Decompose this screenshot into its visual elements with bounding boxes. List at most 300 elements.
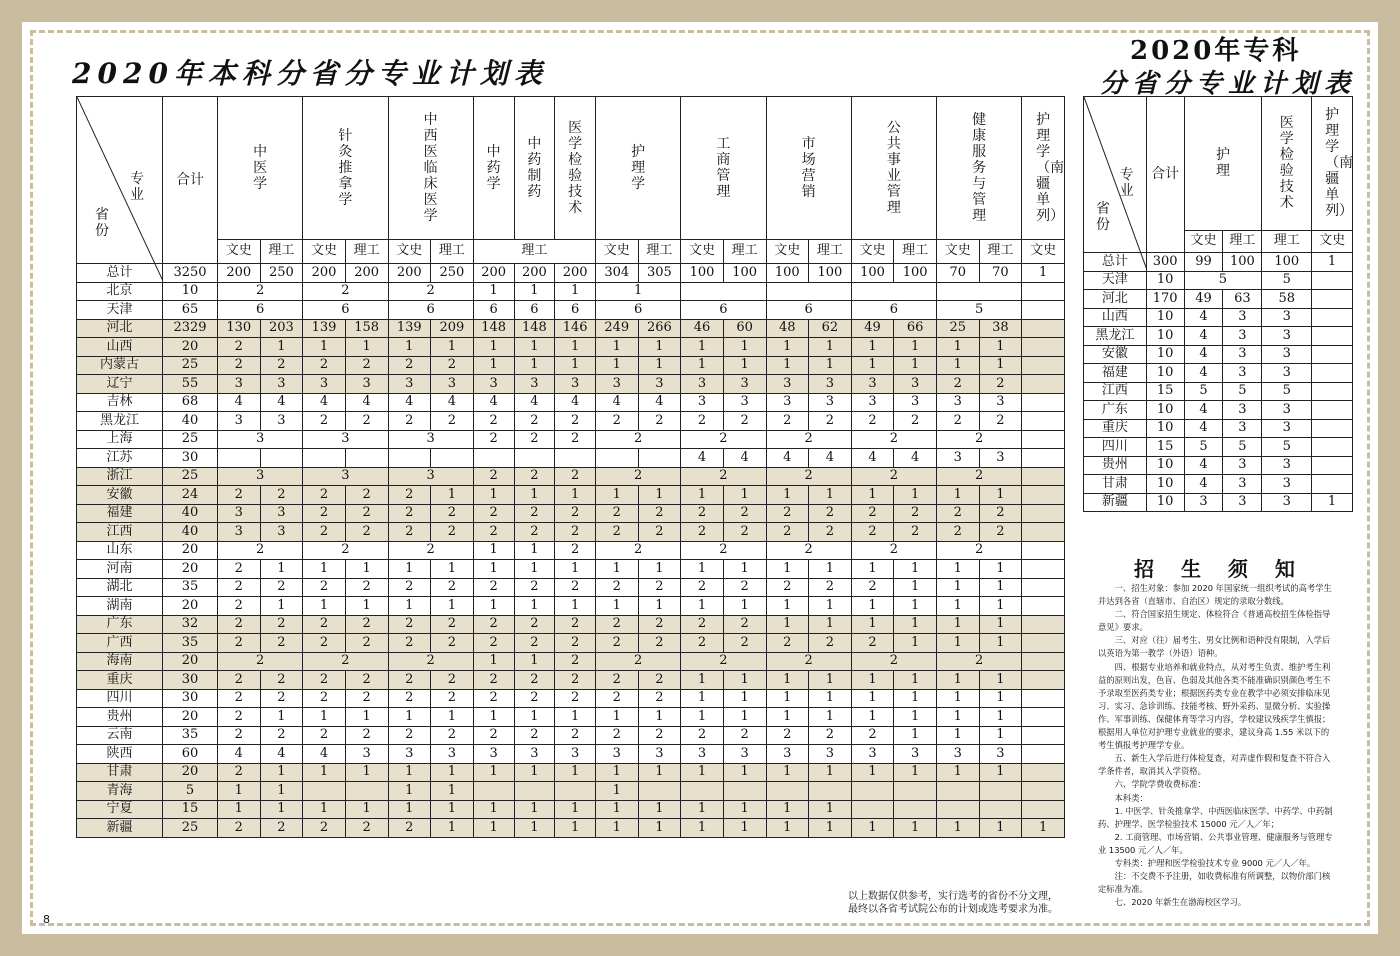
province-cell: 甘肃 [1084, 475, 1147, 494]
total-cell: 10 [1146, 271, 1184, 290]
quota-cell: 3 [345, 375, 388, 394]
quota-cell: 6 [851, 301, 936, 320]
quota-cell: 1 [555, 338, 596, 357]
quota-cell: 2 [937, 412, 980, 431]
quota-cell: 139 [303, 319, 346, 338]
quota-cell: 2 [514, 671, 555, 690]
quota-cell: 2 [555, 412, 596, 431]
quota-cell: 4 [345, 393, 388, 412]
quota-cell: 2 [388, 819, 431, 838]
quota-cell: 3 [596, 375, 639, 394]
quota-cell: 2 [218, 338, 261, 357]
quota-cell: 3 [681, 393, 724, 412]
quota-cell [1312, 438, 1353, 457]
quota-cell: 3 [388, 430, 473, 449]
quota-cell: 2 [303, 726, 346, 745]
quota-cell: 3 [681, 375, 724, 394]
quota-cell: 1 [303, 560, 346, 579]
quota-cell: 2 [596, 634, 639, 653]
quota-cell: 2 [303, 356, 346, 375]
quota-cell: 3 [1262, 327, 1312, 346]
quota-cell: 3 [851, 745, 894, 764]
quota-cell: 6 [681, 301, 766, 320]
quota-cell: 3 [979, 745, 1022, 764]
quota-cell: 2 [388, 412, 431, 431]
quota-cell: 3 [937, 449, 980, 468]
quota-cell: 100 [723, 264, 766, 283]
province-cell: 江西 [77, 523, 163, 542]
notice-paragraph: 七、2020 年新生在渤海校区学习。 [1114, 897, 1247, 908]
quota-cell: 1 [638, 338, 681, 357]
junior-college-plan-table [1083, 96, 1353, 512]
quota-cell: 1 [937, 819, 980, 838]
quota-cell [1312, 401, 1353, 420]
quota-cell: 2 [937, 523, 980, 542]
track-header: 文史 [1184, 230, 1223, 252]
quota-cell: 1 [514, 763, 555, 782]
quota-cell: 3 [1223, 327, 1262, 346]
quota-cell [1022, 449, 1065, 468]
quota-cell: 2 [681, 504, 724, 523]
quota-cell: 1 [681, 819, 724, 838]
quota-cell: 1 [638, 597, 681, 616]
major-header [514, 97, 555, 240]
quota-cell: 2 [555, 652, 596, 671]
quota-cell: 2 [681, 578, 724, 597]
quota-cell: 3 [596, 745, 639, 764]
quota-cell: 2 [218, 726, 261, 745]
quota-cell: 2 [345, 486, 388, 505]
quota-cell: 2 [303, 615, 346, 634]
province-cell: 总计 [1084, 253, 1147, 272]
quota-cell: 2 [681, 430, 766, 449]
quota-cell: 5 [937, 301, 1022, 320]
total-cell: 10 [1146, 308, 1184, 327]
quota-cell: 1 [596, 486, 639, 505]
quota-cell: 1 [473, 356, 514, 375]
quota-cell: 60 [723, 319, 766, 338]
quota-cell: 2 [937, 467, 1022, 486]
major-header [1184, 97, 1262, 231]
quota-cell: 2 [218, 671, 261, 690]
quota-cell [1312, 290, 1353, 309]
quota-cell: 2 [723, 726, 766, 745]
quota-cell [1022, 356, 1065, 375]
major-name: 中医学 [253, 143, 268, 192]
quota-cell: 2 [596, 689, 639, 708]
quota-cell: 1 [260, 763, 303, 782]
quota-cell: 2 [218, 763, 261, 782]
total-cell: 10 [1146, 475, 1184, 494]
quota-cell [431, 449, 474, 468]
quota-cell: 3 [1262, 456, 1312, 475]
quota-cell: 1 [723, 671, 766, 690]
quota-cell: 4 [555, 393, 596, 412]
quota-cell: 200 [555, 264, 596, 283]
quota-cell: 6 [766, 301, 851, 320]
province-cell: 重庆 [1084, 419, 1147, 438]
quota-cell: 5 [1184, 438, 1223, 457]
quota-cell: 2 [260, 578, 303, 597]
quota-cell: 3 [303, 430, 388, 449]
total-cell: 40 [163, 523, 218, 542]
quota-cell: 1 [809, 708, 852, 727]
quota-cell: 1 [851, 338, 894, 357]
quota-cell: 1 [514, 486, 555, 505]
notice-paragraph: 2. 工商管理、市场营销、公共事业管理、健康服务与管理专业 13500 元／人／年。 [1098, 831, 1333, 855]
quota-cell: 2 [979, 375, 1022, 394]
quota-cell: 1 [345, 560, 388, 579]
quota-cell: 1 [894, 819, 937, 838]
quota-cell [388, 449, 431, 468]
province-cell: 新疆 [77, 819, 163, 838]
quota-cell: 1 [979, 763, 1022, 782]
track-header: 文史 [681, 239, 724, 263]
quota-cell: 1 [851, 708, 894, 727]
quota-cell: 3 [218, 467, 303, 486]
quota-cell: 2 [218, 486, 261, 505]
quota-cell: 2 [809, 504, 852, 523]
quota-cell: 3 [1184, 493, 1223, 512]
quota-cell [894, 782, 937, 801]
quota-cell: 2 [388, 634, 431, 653]
quota-cell: 2 [851, 504, 894, 523]
quota-cell: 1 [979, 560, 1022, 579]
quota-cell: 3 [809, 745, 852, 764]
province-cell: 重庆 [77, 671, 163, 690]
track-header: 理工 [894, 239, 937, 263]
quota-cell [979, 800, 1022, 819]
quota-cell: 2 [766, 541, 851, 560]
quota-cell: 1 [473, 541, 514, 560]
quota-cell: 3 [937, 393, 980, 412]
quota-cell: 3 [218, 504, 261, 523]
quota-cell: 2 [979, 504, 1022, 523]
table-row [77, 264, 1065, 283]
quota-cell: 2 [388, 726, 431, 745]
quota-cell: 3 [681, 745, 724, 764]
total-cell: 3250 [163, 264, 218, 283]
notice-paragraph: 专科类：护理和医学检验技术专业 9000 元／人／年。 [1114, 857, 1316, 868]
quota-cell: 2 [345, 689, 388, 708]
quota-cell: 6 [473, 301, 514, 320]
quota-cell: 1 [979, 689, 1022, 708]
quota-cell [1022, 634, 1065, 653]
quota-cell: 4 [303, 393, 346, 412]
quota-cell [473, 782, 514, 801]
quota-cell: 2 [388, 282, 473, 301]
quota-cell: 2 [388, 671, 431, 690]
quota-cell: 1 [1312, 493, 1353, 512]
quota-cell: 1 [851, 671, 894, 690]
quota-cell: 1 [260, 338, 303, 357]
quota-cell: 1 [851, 615, 894, 634]
quota-cell: 4 [638, 393, 681, 412]
province-cell: 上海 [77, 430, 163, 449]
quota-cell: 4 [431, 393, 474, 412]
quota-cell: 2 [303, 282, 388, 301]
quota-cell: 100 [1262, 253, 1312, 272]
quota-cell: 1 [937, 634, 980, 653]
quota-cell [1312, 271, 1353, 290]
province-cell: 河北 [77, 319, 163, 338]
quota-cell: 2 [388, 578, 431, 597]
quota-cell: 1 [723, 338, 766, 357]
quota-cell: 1 [809, 800, 852, 819]
quota-cell: 4 [596, 393, 639, 412]
quota-cell: 2 [260, 486, 303, 505]
quota-cell: 2 [555, 671, 596, 690]
quota-cell [809, 782, 852, 801]
corner-header [1084, 97, 1147, 253]
quota-cell: 2 [473, 504, 514, 523]
major-name: 健康服务与管理 [972, 111, 987, 224]
quota-cell: 1 [979, 819, 1022, 838]
quota-cell: 3 [851, 375, 894, 394]
quota-cell: 1 [345, 763, 388, 782]
table-row [77, 338, 1065, 357]
quota-cell: 1 [388, 597, 431, 616]
table-row [77, 615, 1065, 634]
quota-cell: 3 [894, 393, 937, 412]
quota-cell [1022, 578, 1065, 597]
quota-cell: 1 [979, 615, 1022, 634]
track-header: 理工 [345, 239, 388, 263]
quota-cell: 3 [473, 745, 514, 764]
quota-cell: 3 [388, 745, 431, 764]
major-header [218, 97, 303, 240]
quota-cell: 1 [473, 338, 514, 357]
quota-cell: 5 [1262, 438, 1312, 457]
quota-cell: 2 [514, 615, 555, 634]
quota-cell: 3 [1262, 345, 1312, 364]
quota-cell: 4 [388, 393, 431, 412]
quota-cell: 1 [514, 560, 555, 579]
quota-cell: 2 [681, 412, 724, 431]
quota-cell: 1 [431, 819, 474, 838]
quota-cell: 4 [1184, 364, 1223, 383]
table-row [77, 782, 1065, 801]
quota-cell: 1 [473, 560, 514, 579]
quota-cell: 70 [937, 264, 980, 283]
quota-cell: 1 [937, 560, 980, 579]
quota-cell: 1 [681, 486, 724, 505]
quota-cell: 2 [596, 652, 681, 671]
quota-cell: 1 [979, 634, 1022, 653]
quota-cell: 2 [345, 671, 388, 690]
quota-cell: 1 [638, 708, 681, 727]
quota-cell: 2 [681, 726, 724, 745]
province-cell: 广东 [1084, 401, 1147, 420]
major-header [681, 97, 766, 240]
quota-cell: 1 [681, 800, 724, 819]
quota-cell: 2 [638, 689, 681, 708]
quota-cell: 66 [894, 319, 937, 338]
quota-cell: 1 [681, 708, 724, 727]
quota-cell: 1 [303, 763, 346, 782]
quota-cell: 2 [345, 504, 388, 523]
quota-cell: 5 [1262, 382, 1312, 401]
quota-cell [1022, 782, 1065, 801]
quota-cell: 2 [303, 541, 388, 560]
quota-cell: 1 [809, 615, 852, 634]
total-cell: 32 [163, 615, 218, 634]
quota-cell: 3 [431, 745, 474, 764]
quota-cell: 1 [514, 800, 555, 819]
quota-cell: 2 [596, 430, 681, 449]
quota-cell: 2 [555, 430, 596, 449]
track-header: 文史 [596, 239, 639, 263]
quota-cell: 100 [894, 264, 937, 283]
total-cell: 24 [163, 486, 218, 505]
quota-cell: 1 [431, 708, 474, 727]
province-cell: 湖北 [77, 578, 163, 597]
quota-cell: 1 [345, 338, 388, 357]
quota-cell: 1 [555, 819, 596, 838]
notice-paragraph: 五、新生入学后进行体检复查，对弄虚作假和复查不符合入学条件者，取消其入学资格。 [1098, 753, 1331, 777]
quota-cell: 4 [1184, 401, 1223, 420]
quota-cell [1022, 412, 1065, 431]
quota-cell: 1 [555, 763, 596, 782]
table-row [77, 689, 1065, 708]
quota-cell: 1 [809, 560, 852, 579]
quota-cell: 200 [345, 264, 388, 283]
quota-cell: 2 [303, 652, 388, 671]
province-cell: 广东 [77, 615, 163, 634]
quota-cell: 2 [473, 430, 514, 449]
major-name: 护理 [1215, 147, 1230, 180]
quota-cell: 2 [596, 504, 639, 523]
table-row [77, 393, 1065, 412]
quota-cell: 4 [851, 449, 894, 468]
total-cell: 15 [1146, 382, 1184, 401]
quota-cell: 1 [851, 486, 894, 505]
quota-cell: 6 [555, 301, 596, 320]
quota-cell: 1 [937, 597, 980, 616]
quota-cell: 2 [723, 615, 766, 634]
quota-cell: 1 [766, 486, 809, 505]
quota-cell: 2 [514, 467, 555, 486]
quota-cell [514, 449, 555, 468]
quota-cell: 2 [345, 412, 388, 431]
quota-cell [1022, 430, 1065, 449]
total-cell: 30 [163, 671, 218, 690]
table-row [77, 578, 1065, 597]
quota-cell: 38 [979, 319, 1022, 338]
quota-cell: 1 [473, 763, 514, 782]
quota-cell: 1 [894, 726, 937, 745]
province-cell: 安徽 [1084, 345, 1147, 364]
quota-cell: 1 [596, 819, 639, 838]
table-row [77, 652, 1065, 671]
quota-cell: 2 [851, 430, 936, 449]
province-cell: 宁夏 [77, 800, 163, 819]
notice-paragraph: 1. 中医学、针灸推拿学、中西医临床医学、中药学、中药制药、护理学、医学检验技术 15000 元／人／年； [1098, 805, 1333, 829]
quota-cell [681, 282, 766, 301]
quota-cell: 3 [766, 745, 809, 764]
quota-cell: 2 [473, 671, 514, 690]
quota-cell: 1 [723, 597, 766, 616]
quota-cell: 2 [596, 467, 681, 486]
quota-cell: 2 [638, 504, 681, 523]
quota-cell: 1 [809, 338, 852, 357]
quota-cell: 100 [1223, 253, 1262, 272]
quota-cell: 2 [303, 819, 346, 838]
quota-cell: 2 [303, 689, 346, 708]
quota-cell: 1 [894, 763, 937, 782]
footnote [848, 890, 1058, 916]
track-header: 文史 [303, 239, 346, 263]
quota-cell: 2 [766, 578, 809, 597]
quota-cell: 1 [555, 597, 596, 616]
quota-cell [1312, 308, 1353, 327]
quota-cell: 3 [218, 412, 261, 431]
table-row [1084, 438, 1353, 457]
quota-cell: 1 [218, 800, 261, 819]
major-header [937, 97, 1022, 240]
total-cell: 30 [163, 689, 218, 708]
quota-cell: 1 [766, 708, 809, 727]
quota-cell [1022, 708, 1065, 727]
quota-cell: 1 [555, 486, 596, 505]
quota-cell: 1 [979, 726, 1022, 745]
quota-cell: 2 [681, 615, 724, 634]
total-cell: 25 [163, 467, 218, 486]
quota-cell: 2 [388, 652, 473, 671]
quota-cell [1312, 382, 1353, 401]
quota-cell: 1 [766, 800, 809, 819]
quota-cell: 2 [473, 634, 514, 653]
quota-cell: 1 [979, 708, 1022, 727]
quota-cell: 2 [473, 615, 514, 634]
quota-cell [596, 449, 639, 468]
quota-cell: 1 [388, 708, 431, 727]
quota-cell: 1 [809, 689, 852, 708]
total-cell: 10 [1146, 456, 1184, 475]
quota-cell: 1 [766, 356, 809, 375]
quota-cell: 5 [1223, 382, 1262, 401]
quota-cell: 2 [851, 523, 894, 542]
total-cell: 10 [1146, 401, 1184, 420]
quota-cell: 2 [388, 486, 431, 505]
province-cell: 陕西 [77, 745, 163, 764]
quota-cell: 2 [555, 541, 596, 560]
quota-cell: 1 [851, 356, 894, 375]
quota-cell: 1 [514, 652, 555, 671]
quota-cell [1022, 467, 1065, 486]
quota-cell: 4 [218, 393, 261, 412]
quota-cell: 1 [681, 671, 724, 690]
major-name: 针灸推拿学 [338, 127, 353, 208]
quota-cell [681, 782, 724, 801]
quota-cell: 2 [260, 671, 303, 690]
quota-cell: 1 [723, 486, 766, 505]
quota-cell: 2 [555, 615, 596, 634]
province-cell: 北京 [77, 282, 163, 301]
notice-paragraph: 二、符合国家招生规定、体检符合《普通高校招生体检指导意见》要求。 [1098, 609, 1331, 633]
table-row [1084, 401, 1353, 420]
quota-cell: 4 [260, 745, 303, 764]
quota-cell: 2 [473, 412, 514, 431]
quota-cell: 2 [303, 523, 346, 542]
quota-cell: 1 [723, 560, 766, 579]
track-header: 文史 [766, 239, 809, 263]
quota-cell: 250 [260, 264, 303, 283]
track-header: 文史 [1022, 239, 1065, 263]
quota-cell: 1 [260, 800, 303, 819]
province-cell: 吉林 [77, 393, 163, 412]
quota-cell: 3 [1223, 308, 1262, 327]
